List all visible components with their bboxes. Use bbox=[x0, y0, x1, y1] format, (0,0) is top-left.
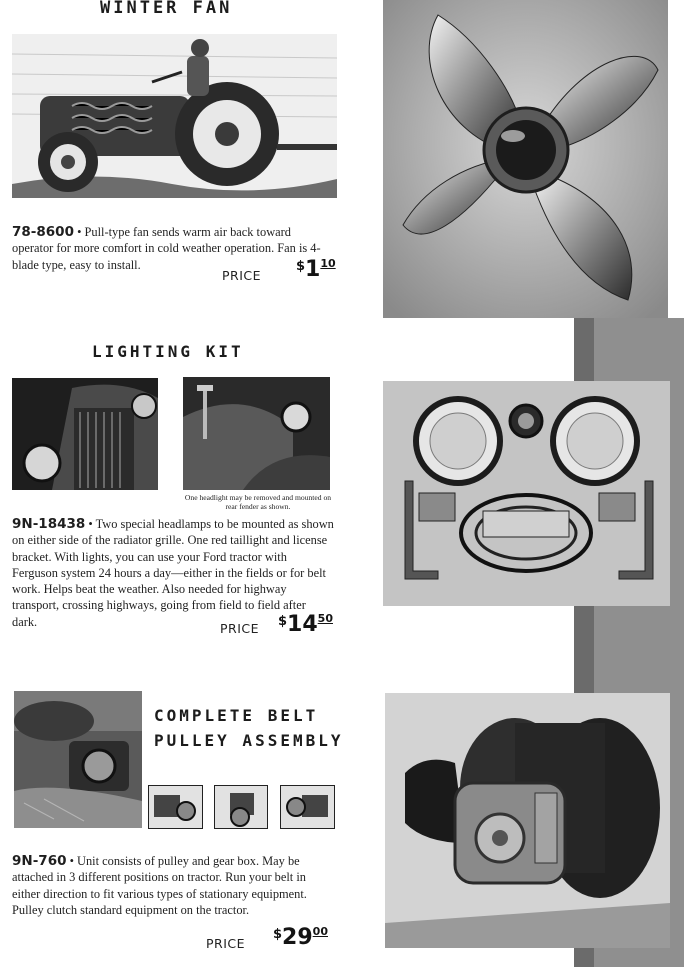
pulley-position-thumbnail-1 bbox=[148, 785, 203, 829]
winter-fan-price-label: PRICE bbox=[222, 268, 262, 283]
winter-fan-price bbox=[296, 257, 336, 282]
lighting-kit-price-currency: $ bbox=[278, 614, 288, 629]
belt-pulley-price-dollars: 29 bbox=[282, 925, 313, 950]
tractor-grille-photo bbox=[12, 378, 158, 490]
belt-pulley-price-cents: 00 bbox=[312, 925, 328, 938]
lighting-kit-heading: LIGHTING KIT bbox=[92, 342, 244, 361]
belt-pulley-heading-line2: PULLEY ASSEMBLY bbox=[154, 731, 344, 750]
lighting-kit-price bbox=[278, 612, 333, 637]
winter-fan-part-number: 78-8600 bbox=[12, 224, 74, 240]
pulley-position-thumbnail-3 bbox=[280, 785, 335, 829]
belt-pulley-price bbox=[273, 925, 328, 950]
belt-pulley-part-number: 9N-760 bbox=[12, 853, 67, 869]
lighting-kit-photo bbox=[383, 381, 670, 606]
lighting-kit-description-text: • Two special headlamps to be mounted as shown on either side of the radiator grille. One red taillight and license bracket. With lights, you can use your Ford tractor with Ferguson system 24 hours a day—either in the fields or for belt work. Helps beat the weather. Also needed for highway transport, crossing highways, going from field to field after dark. bbox=[12, 517, 334, 629]
winter-fan-heading: WINTER FAN bbox=[100, 0, 233, 18]
lighting-kit-price-cents: 50 bbox=[317, 612, 333, 625]
belt-pulley-price-currency: $ bbox=[273, 927, 283, 942]
tractor-illustration bbox=[12, 34, 337, 198]
lighting-kit-price-label: PRICE bbox=[220, 621, 260, 636]
belt-pulley-photo bbox=[385, 693, 670, 948]
pulley-mounted-photo bbox=[14, 691, 142, 828]
lighting-kit-price-dollars: 14 bbox=[287, 612, 318, 637]
lighting-kit-part-number: 9N-18438 bbox=[12, 516, 86, 532]
winter-fan-price-dollars: 1 bbox=[305, 257, 321, 282]
belt-pulley-description bbox=[12, 853, 334, 918]
fan-photo bbox=[383, 0, 668, 318]
belt-pulley-price-label: PRICE bbox=[206, 936, 246, 951]
rear-fender-light-photo bbox=[183, 377, 330, 490]
winter-fan-price-cents: 10 bbox=[320, 257, 336, 270]
winter-fan-price-currency: $ bbox=[296, 259, 306, 274]
belt-pulley-description-text: • Unit consists of pulley and gear box. May be attached in 3 different positions on tractor. Run your belt in either direction to fit various types of stationary equipment. Pulley clutch standard equipment on the tractor. bbox=[12, 854, 307, 917]
pulley-position-thumbnail-2 bbox=[214, 785, 268, 829]
winter-fan-description-text: • Pull-type fan sends warm air back toward operator for more comfort in cold weather operation. Fan is 4-blade type, easy to install. bbox=[12, 225, 321, 272]
winter-fan-description bbox=[12, 224, 334, 273]
lighting-kit-caption: One headlight may be removed and mounted on rear fender as shown. bbox=[184, 493, 332, 511]
belt-pulley-heading-line1: COMPLETE BELT bbox=[154, 706, 319, 725]
